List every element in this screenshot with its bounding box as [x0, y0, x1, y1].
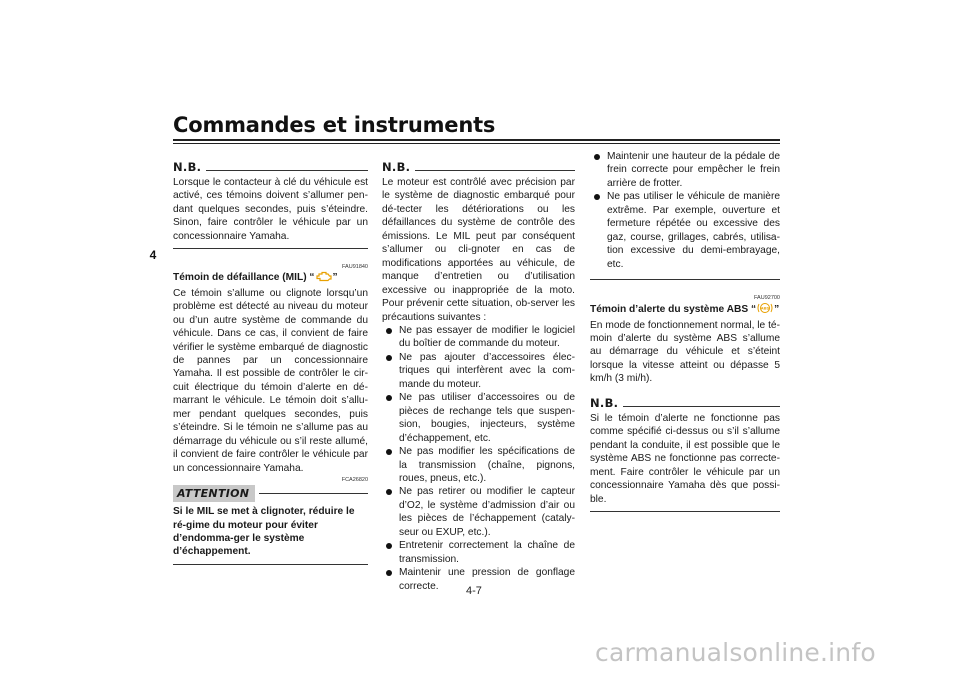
attention-heading: [173, 484, 368, 502]
attention-rule: [259, 493, 368, 494]
nb-label: N.B.: [173, 160, 202, 174]
mil-text: Ce témoin s’allume ou clignote lorsqu’un problème est détecté au niveau du moteur ou d’un autre système de commande du véhicule. Dans ce cas, il convient de faire vérifier le système embarqué de diagnostic de pannes par un concessionnaire Yamaha. Il est possible de contrôler le cir-cuit électrique du témoin d’alerte en dé-marrant le véhicule. Le témoin doit s’allu-mer pendant quelques secondes, puis s’éteindre. Si le témoin ne s’allume pas au démarrage du véhicule ou s’il reste allumé, il convient de faire contrôler le véhicule par un concessionnaire Yamaha.: [173, 287, 368, 474]
bullet-icon: [386, 355, 392, 361]
bullet-icon: [386, 543, 392, 549]
bullet-icon: [386, 570, 392, 576]
abs-text: En mode de fonctionnement normal, le té-moin d’alerte du système ABS s’allume au démarrage du véhicule et s’éteint lorsque la vitesse atteint ou dépasse 5 km/h (3 mi/h).: [590, 319, 780, 385]
nb-end-rule: [590, 279, 780, 280]
bullet-icon: [386, 328, 392, 334]
nb-heading: [590, 394, 780, 410]
page-title: Commandes et instruments: [173, 113, 496, 137]
list-item: Ne pas utiliser d’accessoires ou de pièces de rechange tels que suspen-sion, bougies, injecteurs, système d’échappement, etc.: [382, 391, 575, 445]
svg-text:ABS: ABS: [760, 305, 770, 311]
precautions-list-continued: [590, 150, 780, 271]
nb-end-rule: [173, 248, 368, 249]
header-rule-thin: [173, 143, 780, 144]
section-title-abs: Témoin d’alerte du système ABS “ ABS ”: [590, 302, 780, 318]
nb-text: Le moteur est contrôlé avec précision par le système de diagnostic embarqué pour dé-tecter les détériorations ou les défaillances du système de contrôle des émissions. Le MIL peut par conséquent s’allumer ou cli-gnoter en cas de modifications apportées au véhicule, de manque d’entretien ou d’utilisation excessive ou inappropriée de la moto. Pour prévenir cette situation, ob-server les précautions suivantes :: [382, 177, 575, 323]
bullet-icon: [386, 489, 392, 495]
nb-label: N.B.: [590, 395, 619, 410]
nb-rule: [415, 170, 575, 171]
bullet-icon: [386, 395, 392, 401]
watermark-text: carmanualsonline.info: [595, 638, 876, 667]
nb-text: Lorsque le contacteur à clé du véhicule est activé, ces témoins doivent s’allumer pen-dant quelques secondes, puis s’éteindre. Sinon, faire contrôler le véhicule par un concessionnaire Yamaha.: [173, 177, 368, 242]
column-middle: [382, 158, 575, 593]
attention-badge: ATTENTION: [173, 485, 255, 502]
list-item: Maintenir une pression de gonflage correcte.: [382, 566, 575, 593]
page-number: 4-7: [466, 585, 482, 597]
nb-heading: [382, 158, 575, 174]
precautions-list: [382, 324, 575, 593]
attention-end-rule: [173, 564, 368, 565]
attention-text: Si le MIL se met à clignoter, réduire le ré-gime du moteur pour éviter d’endomma-ger le système d’échappement.: [173, 506, 355, 558]
nb-text: Si le témoin d’alerte ne fonctionne pas comme spécifié ci-dessus ou s’il s’allume pendant la conduite, il est possible que le système ABS ne fonctionne pas correcte-ment. Faire contrôler le véhicule par un concessionnaire Yamaha dès que possi-ble.: [590, 412, 780, 505]
list-item: Ne pas ajouter d’accessoires élec-triques qui interfèrent avec la com-mande du moteur.: [382, 351, 575, 391]
list-item: Ne pas essayer de modifier le logiciel du boîtier de commande du moteur.: [382, 324, 575, 351]
chapter-number: 4: [149, 248, 157, 262]
abs-warning-icon: [756, 302, 774, 318]
column-right: [590, 150, 780, 512]
nb-heading: [173, 158, 368, 174]
bullet-icon: [594, 154, 600, 160]
header-rule: [173, 139, 780, 141]
attention-code: FCA26820: [341, 477, 368, 484]
engine-check-icon: [315, 271, 333, 286]
bullet-icon: [594, 194, 600, 200]
column-left: [173, 158, 368, 565]
list-item: Maintenir une hauteur de la pédale de frein correcte pour empêcher le frein arrière de frotter.: [590, 150, 780, 190]
section-code: FAU91840: [342, 264, 368, 271]
list-item: Ne pas utiliser le véhicule de manière extrême. Par exemple, ouverture et fermeture répétée ou excessive des gaz, course, grillages, cabrés, utilisa-tion excessive du demi-embrayage, etc.: [590, 190, 780, 271]
list-item: Ne pas retirer ou modifier le capteur d’O2, le système d’admission d’air ou les pièces de l’échappement (cataly-seur ou EXUP, etc.).: [382, 485, 575, 539]
nb-rule: [623, 406, 780, 407]
section-code: FAU92700: [754, 295, 780, 302]
section-title-mil: Témoin de défaillance (MIL) “ ”: [173, 271, 368, 286]
list-item: Entretenir correctement la chaîne de transmission.: [382, 539, 575, 566]
nb-label: N.B.: [382, 160, 411, 174]
nb-rule: [206, 170, 368, 171]
nb-end-rule: [590, 511, 780, 512]
list-item: Ne pas modifier les spécifications de la transmission (chaîne, pignons, roues, pneus, etc.).: [382, 445, 575, 485]
bullet-icon: [386, 449, 392, 455]
